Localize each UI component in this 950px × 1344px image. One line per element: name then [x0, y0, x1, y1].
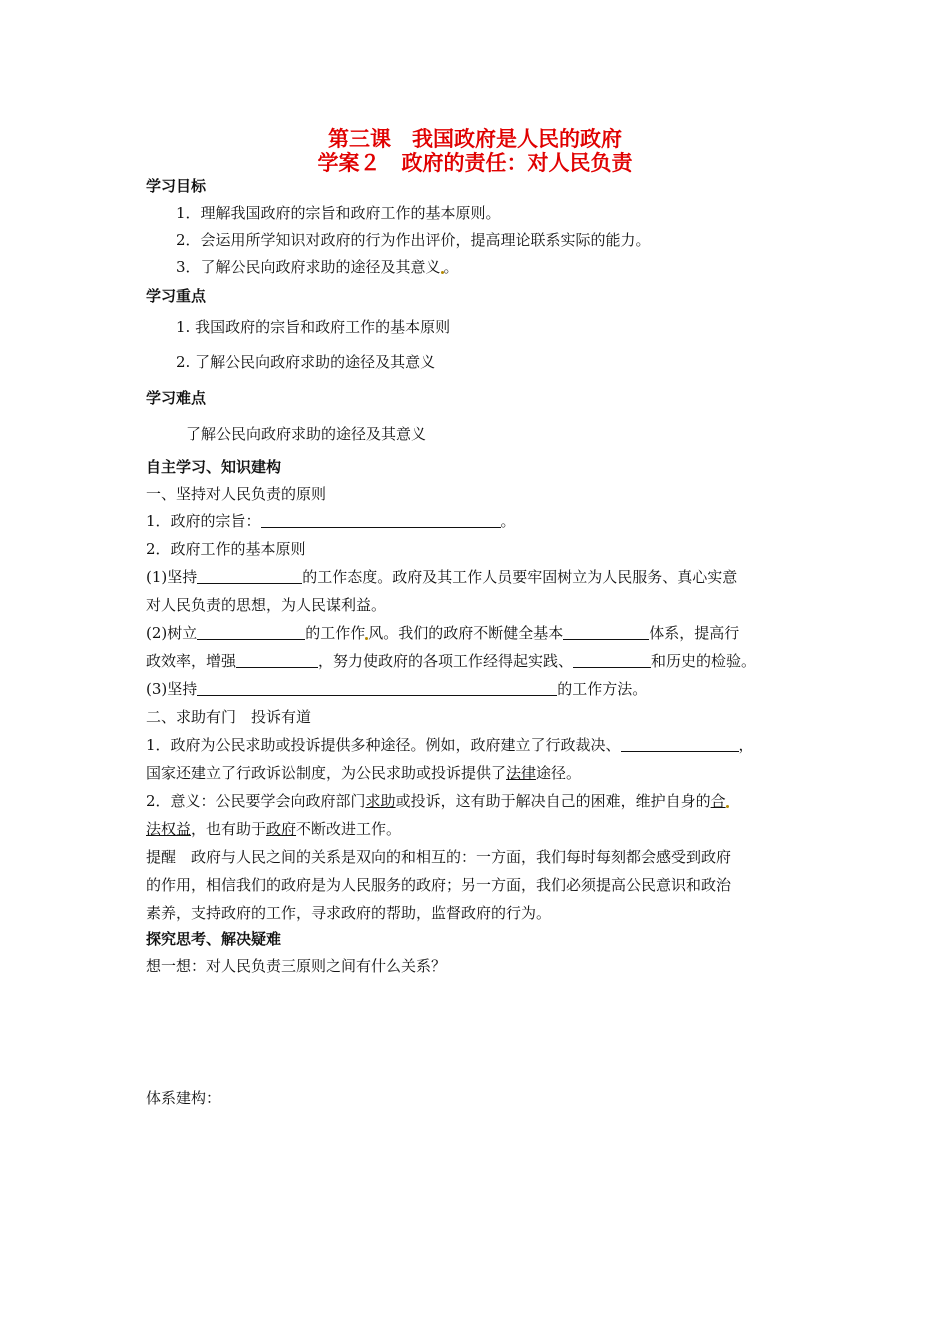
objective-item-end: 。 — [443, 258, 459, 276]
principle-one-prefix: (1)坚持 — [146, 568, 198, 586]
system-construction-label: 体系建构： — [146, 1089, 222, 1107]
significance-text: 2．意义：公民要学会向政府部门 — [146, 792, 366, 810]
underlined-term: 政府 — [266, 820, 297, 838]
objectives-heading: 学习目标 — [146, 177, 207, 195]
objective-item: 2．会运用所学知识对政府的行为作出评价，提高理论联系实际的能力。 — [176, 231, 651, 249]
fill-blank[interactable] — [197, 623, 305, 640]
fill-blank[interactable] — [236, 651, 318, 668]
principle-one-line2: 对人民负责的思想，为人民谋利益。 — [146, 596, 387, 614]
principle-one-text: 的工作态度。政府及其工作人员要牢固树立为人民服务、真心实意 — [302, 568, 738, 586]
question-principles: 2．政府工作的基本原则 — [146, 540, 306, 558]
objective-item: 1．理解我国政府的宗旨和政府工作的基本原则。 — [176, 204, 501, 222]
explore-question: 想一想：对人民负责三原则之间有什么关系？ — [146, 957, 447, 975]
fill-blank[interactable] — [563, 623, 649, 640]
help-channels-text: 途径。 — [536, 764, 582, 782]
lesson-title: 第三课 我国政府是人民的政府 — [328, 127, 622, 151]
principle-two-text: 政效率，增强 — [146, 652, 237, 670]
principle-two-text: 的工作作 — [305, 624, 366, 642]
underlined-term: 求助 — [365, 792, 396, 810]
underlined-term: 合 — [710, 792, 726, 810]
section-one-title: 一、坚持对人民负责的原则 — [146, 485, 327, 503]
self-study-heading: 自主学习、知识建构 — [146, 458, 282, 476]
objective-item-text: 3．了解公民向政府求助的途径及其意义 — [176, 258, 441, 276]
question-purpose — [146, 511, 516, 531]
help-channels-text: 1．政府为公民求助或投诉提供多种途径。例如，政府建立了行政裁决、 — [146, 736, 621, 754]
difficulty-text: 了解公民向政府求助的途径及其意义 — [186, 425, 427, 443]
principle-two — [146, 623, 739, 643]
principle-one — [146, 567, 737, 587]
difficulties-heading: 学习难点 — [146, 389, 207, 407]
underlined-term: 法权益 — [146, 820, 192, 838]
principle-two-line2 — [146, 651, 756, 671]
key-point-item: 1. 我国政府的宗旨和政府工作的基本原则 — [176, 318, 451, 336]
fill-blank[interactable] — [261, 511, 501, 528]
key-points-heading: 学习重点 — [146, 287, 207, 305]
principle-two-text: 风。我们的政府不断健全基本 — [368, 624, 564, 642]
help-channels — [146, 735, 754, 755]
lesson-subtitle: 学案２ 政府的责任：对人民负责 — [317, 151, 633, 175]
principle-two-text: ，努力使政府的各项工作经得起实践、 — [318, 652, 574, 670]
principle-two-text: 和历史的检验。 — [651, 652, 757, 670]
help-channels-text: 国家还建立了行政诉讼制度，为公民求助或投诉提供了 — [146, 764, 507, 782]
help-channels-line2 — [146, 763, 581, 783]
principle-three-prefix: (3)坚持 — [146, 680, 198, 698]
question-purpose-label: 1．政府的宗旨： — [146, 512, 261, 530]
reminder-line: 的作用，相信我们的政府是为人民服务的政府；另一方面，我们必须提高公民意识和政治 — [146, 876, 732, 894]
section-two-title: 二、求助有门 投诉有道 — [146, 708, 312, 726]
fill-blank[interactable] — [621, 735, 739, 752]
principle-three — [146, 679, 647, 699]
key-point-item: 2. 了解公民向政府求助的途径及其意义 — [176, 353, 436, 371]
significance-text: ，也有助于 — [191, 820, 267, 838]
significance-line2 — [146, 819, 401, 839]
underlined-term: 法律 — [506, 764, 537, 782]
significance — [146, 791, 729, 811]
principle-two-suffix: 体系，提高行 — [649, 624, 740, 642]
fill-blank[interactable] — [573, 651, 651, 668]
principle-two-prefix: (2)树立 — [146, 624, 198, 642]
significance-text: 不断改进工作。 — [296, 820, 402, 838]
fill-blank[interactable] — [197, 679, 557, 696]
mark-dot — [726, 805, 729, 808]
period: 。 — [500, 512, 516, 530]
significance-text: 或投诉，这有助于解决自己的困难，维护自身的 — [395, 792, 711, 810]
reminder-line: 素养，支持政府的工作，寻求政府的帮助，监督政府的行为。 — [146, 904, 552, 922]
reminder-line: 提醒 政府与人民之间的关系是双向的和相互的：一方面，我们每时每刻都会感受到政府 — [146, 848, 732, 866]
objective-item — [176, 257, 459, 277]
fill-blank[interactable] — [197, 567, 302, 584]
comma: ， — [738, 736, 754, 754]
principle-three-suffix: 的工作方法。 — [557, 680, 648, 698]
explore-heading: 探究思考、解决疑难 — [146, 930, 282, 948]
